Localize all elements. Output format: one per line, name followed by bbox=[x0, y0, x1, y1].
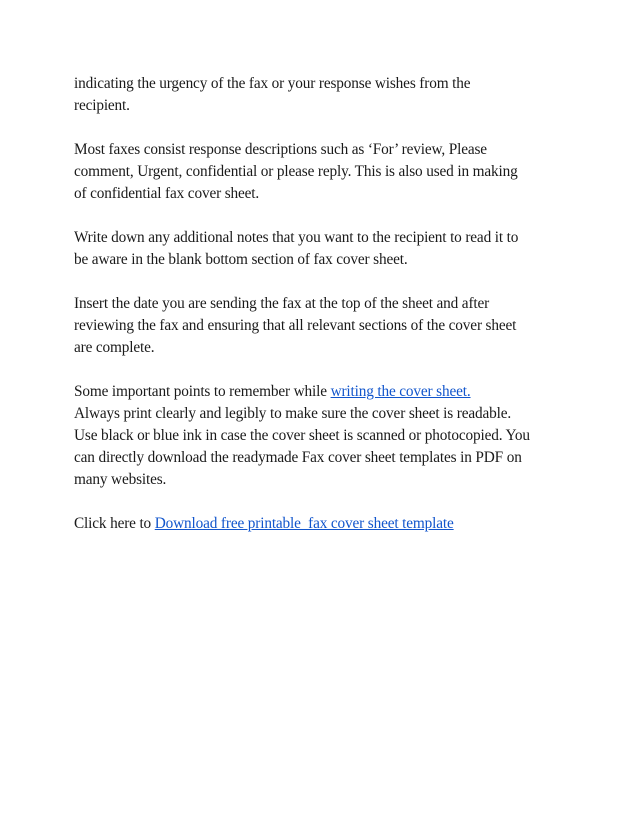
text-line: Insert the date you are sending the fax at the top of the sheet and after bbox=[74, 295, 490, 312]
document-body bbox=[74, 73, 574, 557]
text-line: Write down any additional notes that you want to the recipient to read it to bbox=[74, 229, 519, 246]
text-line: are complete. bbox=[74, 339, 155, 356]
text-line: of confidential fax cover sheet. bbox=[74, 185, 260, 202]
writing-cover-sheet-link[interactable]: writing the cover sheet. bbox=[330, 383, 471, 400]
text-line: Most faxes consist response descriptions such as ‘For’ review, Please bbox=[74, 141, 487, 158]
paragraph-insert-date bbox=[74, 293, 574, 359]
paragraph-important-points bbox=[74, 381, 574, 491]
paragraph-download bbox=[74, 513, 574, 535]
paragraph-additional-notes bbox=[74, 227, 574, 271]
text-segment: Click here to bbox=[74, 515, 155, 532]
text-line: can directly download the readymade Fax cover sheet templates in PDF on bbox=[74, 449, 522, 466]
download-template-link[interactable]: Download free printable fax cover sheet template bbox=[154, 515, 454, 532]
text-line: reviewing the fax and ensuring that all relevant sections of the cover sheet bbox=[74, 317, 517, 334]
paragraph-response-descriptions bbox=[74, 139, 574, 205]
paragraph-urgency bbox=[74, 73, 574, 117]
text-line: Use black or blue ink in case the cover sheet is scanned or photocopied. You bbox=[74, 427, 530, 444]
text-line: many websites. bbox=[74, 471, 167, 488]
text-line bbox=[74, 513, 574, 535]
text-line: indicating the urgency of the fax or your response wishes from the bbox=[74, 75, 471, 92]
text-line bbox=[74, 381, 574, 403]
text-line: comment, Urgent, confidential or please reply. This is also used in making bbox=[74, 163, 518, 180]
text-segment: Some important points to remember while bbox=[74, 383, 331, 400]
text-line: be aware in the blank bottom section of fax cover sheet. bbox=[74, 251, 408, 268]
text-line: Always print clearly and legibly to make sure the cover sheet is readable. bbox=[74, 405, 512, 422]
text-line: recipient. bbox=[74, 97, 130, 114]
